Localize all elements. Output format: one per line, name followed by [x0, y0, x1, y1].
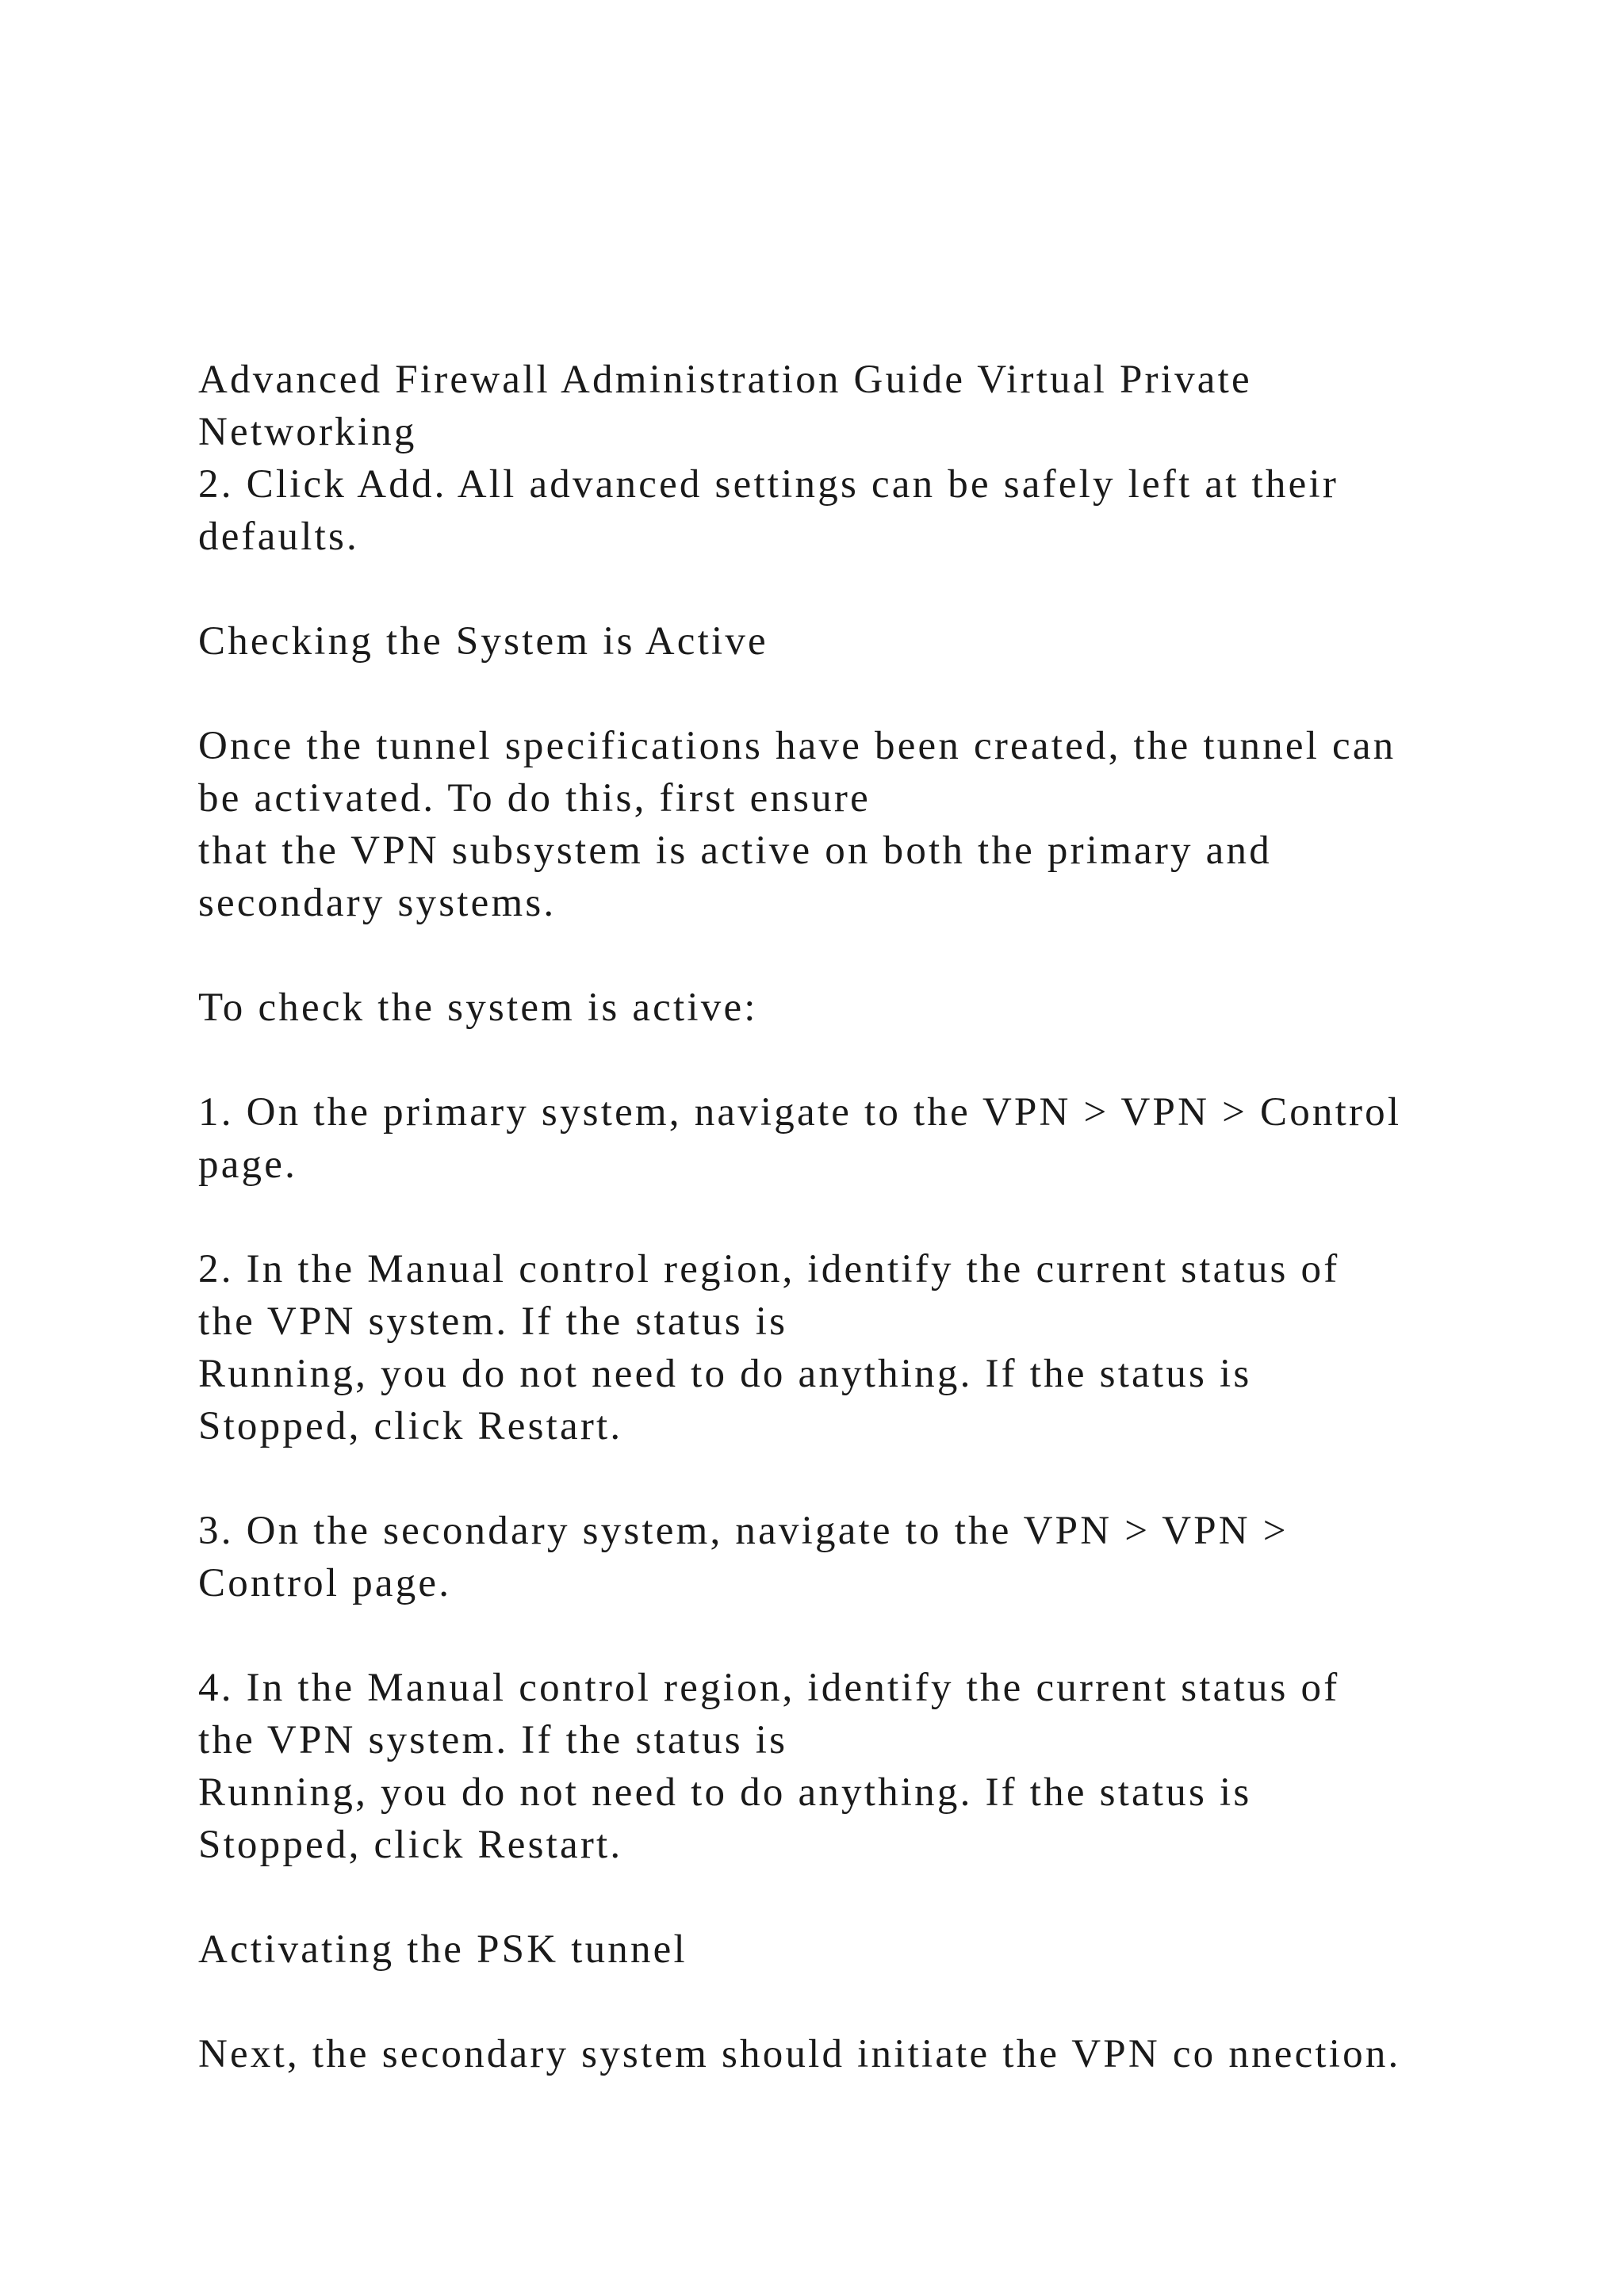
section-heading-activating-psk: Activating the PSK tunnel	[198, 1927, 688, 1972]
step-4-line-3: Running, you do not need to do anything. If the status is	[198, 1770, 1252, 1815]
paragraph-line: Once the tunnel specifications have been created, the tunnel can	[198, 724, 1396, 768]
paragraph-line: be activated. To do this, first ensure	[198, 776, 871, 821]
procedure-lead-in: To check the system is active:	[198, 985, 758, 1030]
step-2-line-2: the VPN system. If the status is	[198, 1299, 788, 1344]
step-1-line-2: page.	[198, 1142, 298, 1187]
step-1-line-1: 1. On the primary system, navigate to the VPN > VPN > Control	[198, 1090, 1402, 1135]
step-2-line-3: Running, you do not need to do anything. If the status is	[198, 1352, 1252, 1396]
step-4-line-4: Stopped, click Restart.	[198, 1823, 623, 1867]
step-4-line-1: 4. In the Manual control region, identify the current status of	[198, 1666, 1340, 1710]
intro-step-line-2: defaults.	[198, 515, 359, 559]
paragraph-line: Next, the secondary system should initiate the VPN co nnection.	[198, 2032, 1401, 2076]
step-2-line-4: Stopped, click Restart.	[198, 1404, 623, 1448]
section-heading-checking-system: Checking the System is Active	[198, 619, 768, 664]
document-title-line-1: Advanced Firewall Administration Guide Virtual Private	[198, 358, 1252, 402]
intro-step-line-1: 2. Click Add. All advanced settings can be safely left at their	[198, 462, 1339, 507]
step-4-line-2: the VPN system. If the status is	[198, 1718, 788, 1762]
paragraph-line: that the VPN subsystem is active on both the primary and	[198, 828, 1272, 873]
document-title-line-2: Networking	[198, 410, 417, 454]
paragraph-line: secondary systems.	[198, 881, 557, 925]
step-2-line-1: 2. In the Manual control region, identify the current status of	[198, 1247, 1340, 1292]
step-3-line-1: 3. On the secondary system, navigate to the VPN > VPN >	[198, 1509, 1289, 1553]
step-3-line-2: Control page.	[198, 1561, 452, 1605]
